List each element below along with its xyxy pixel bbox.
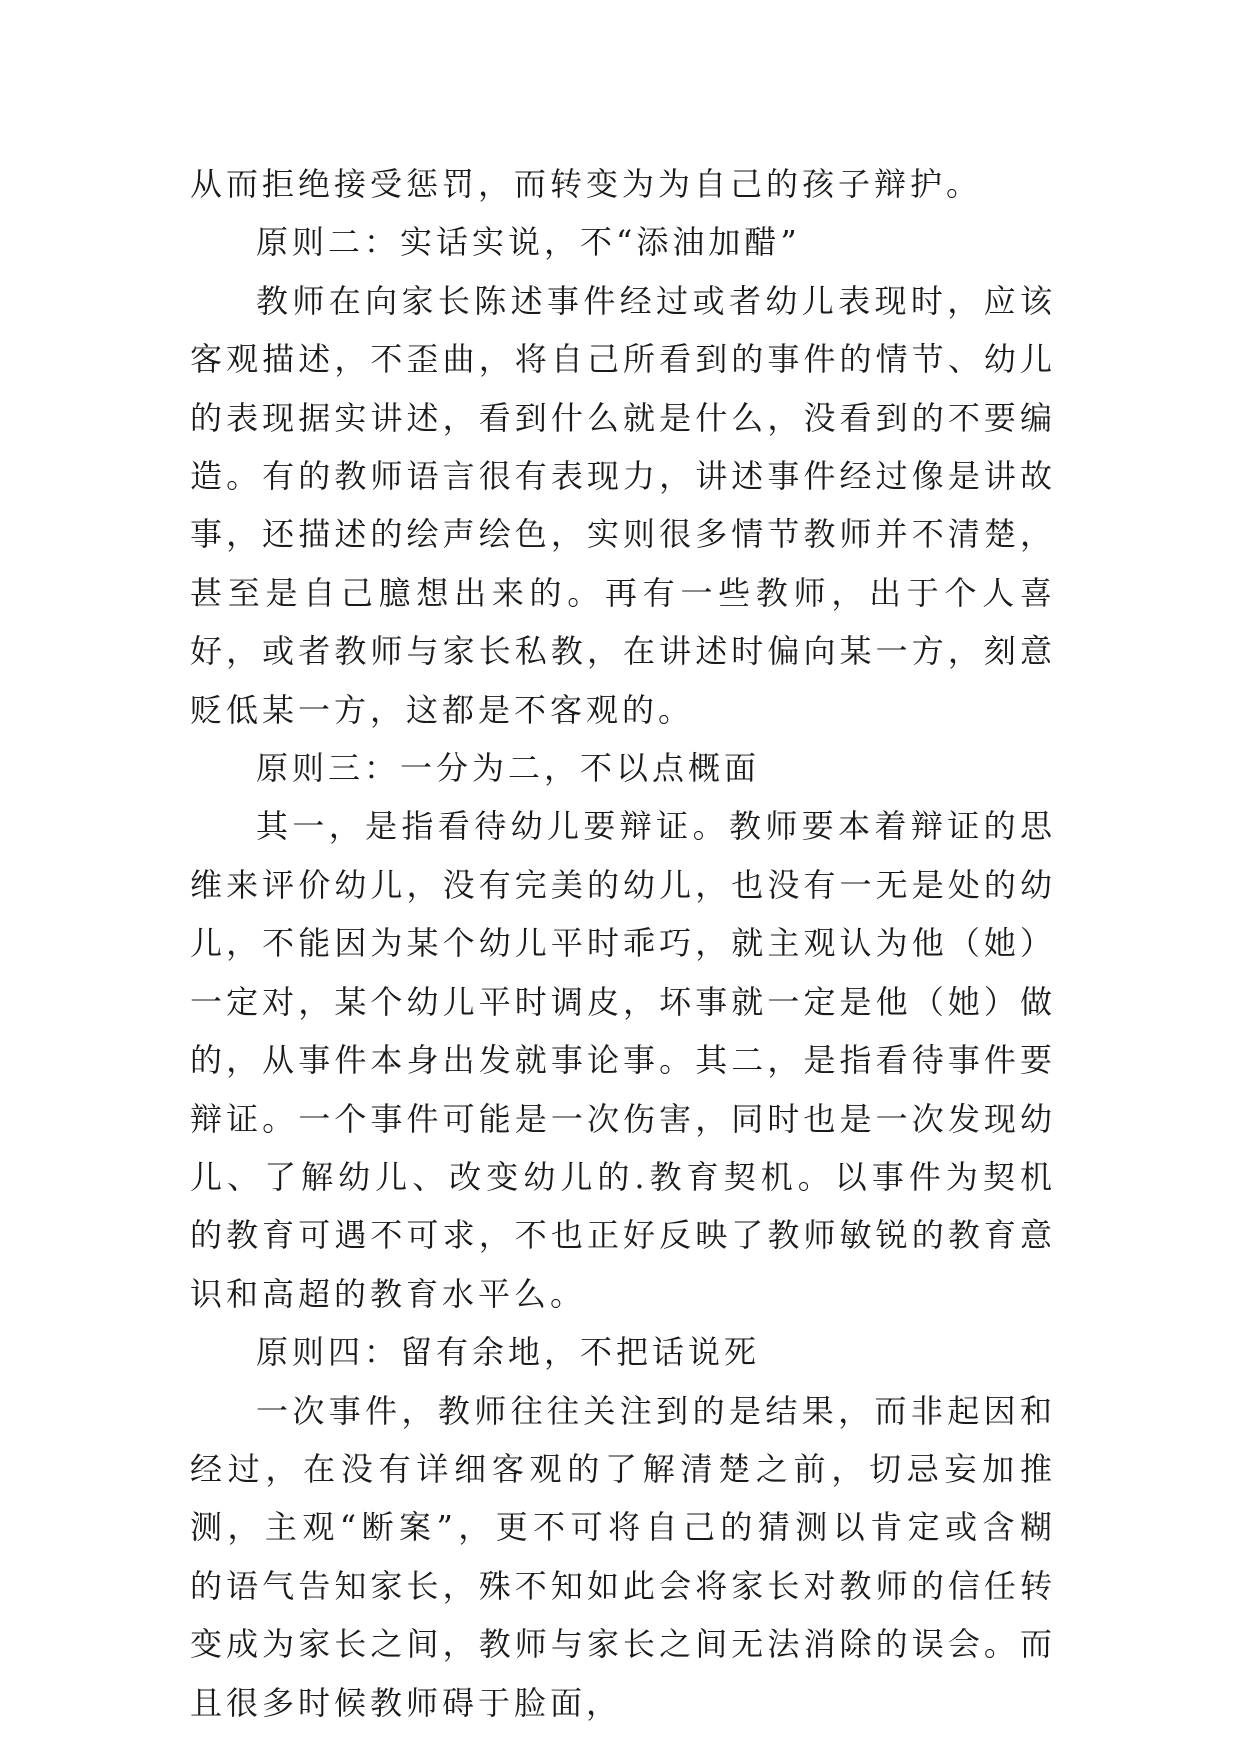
paragraph-principle-four: 一次事件，教师往往关注到的是结果，而非起因和经过，在没有详细客观的了解清楚之前，切忌妄加推测，主观“断案”，更不可将自己的猜测以肯定或含糊的语气告知家长，殊不知如此会将家长对教师的信任转变成为家长之间，教师与家长之间无法消除的误会。而且很多时候教师碍于脸面， <box>190 1391 1056 1722</box>
heading-principle-three: 原则三：一分为二，不以点概面 <box>256 749 761 788</box>
paragraph-principle-three: 其一，是指看待幼儿要辩证。教师要本着辩证的思维来评价幼儿，没有完美的幼儿，也没有一无是处的幼儿，不能因为某个幼儿平时乖巧，就主观认为他（她）一定对，某个幼儿平时调皮，坏事就一定是他（她）做的，从事件本身出发就事论事。其二，是指看待事件要辩证。一个事件可能是一次伤害，同时也是一次发现幼儿、了解幼儿、改变幼儿的.教育契机。以事件为契机的教育可遇不可求，不也正好反映了教师敏锐的教育意识和高超的教育水平么。 <box>190 807 1056 1313</box>
paragraph-principle-two: 教师在向家长陈述事件经过或者幼儿表现时，应该客观描述，不歪曲，将自己所看到的事件的情节、幼儿的表现据实讲述，看到什么就是什么，没看到的不要编造。有的教师语言很有表现力，讲述事件经过像是讲故事，还描述的绘声绘色，实则很多情节教师并不清楚，甚至是自己臆想出来的。再有一些教师，出于个人喜好，或者教师与家长私教，在讲述时偏向某一方，刻意贬低某一方，这都是不客观的。 <box>190 281 1056 729</box>
paragraph-continuation: 从而拒绝接受惩罚，而转变为为自己的孩子辩护。 <box>190 165 983 203</box>
heading-principle-two: 原则二：实话实说，不“添油加醋” <box>256 223 801 262</box>
document-body <box>190 155 1056 1732</box>
heading-principle-four: 原则四：留有余地，不把话说死 <box>256 1333 761 1372</box>
